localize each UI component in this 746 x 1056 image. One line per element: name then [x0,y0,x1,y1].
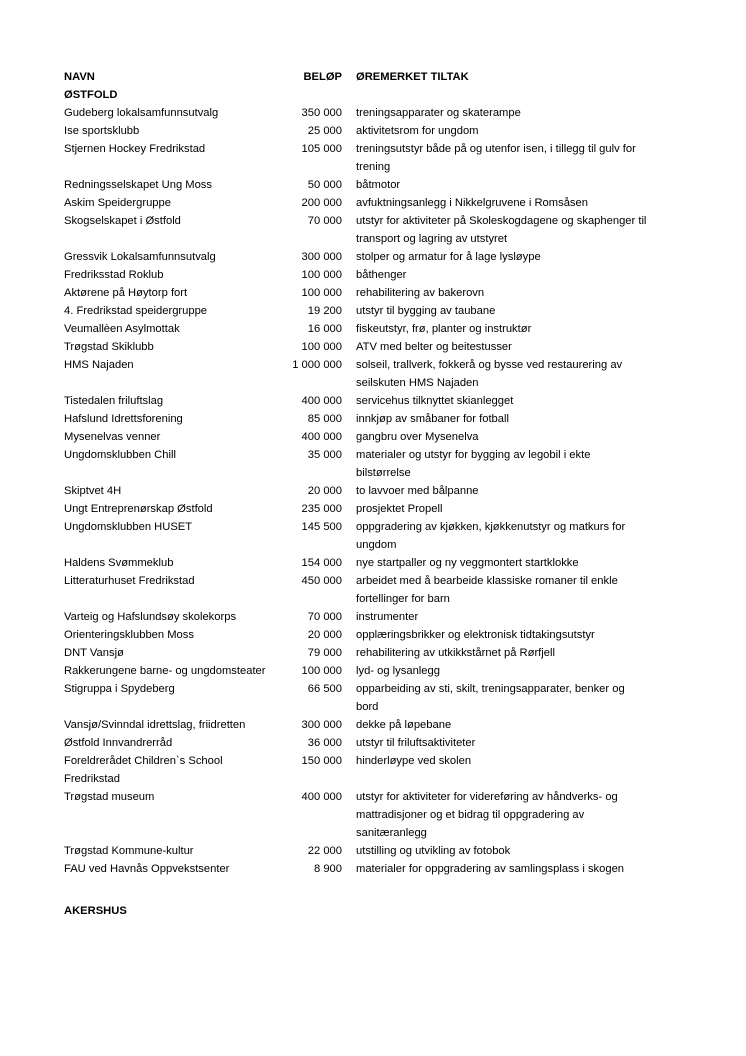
row-purpose: treningsapparater og skaterampe [356,107,521,119]
row-purpose: materialer og utstyr for bygging av legobil i ekte bilstørrelse [356,449,591,479]
header-amount: BELØP [303,71,342,83]
header-row [64,68,648,86]
row-purpose: utstilling og utvikling av fotobok [356,845,511,857]
row-name: Hafslund Idrettsforening [64,413,183,425]
region-heading-ostfold [64,86,648,104]
row-purpose: rehabilitering av utkikkstårnet på Rørfjell [356,647,555,659]
row-name: Ise sportsklubb [64,125,140,137]
region-heading-akershus [64,902,648,920]
row-amount: 100 000 [301,287,342,299]
header-purpose: ØREMERKET TILTAK [356,71,469,83]
row-purpose: lyd- og lysanlegg [356,665,440,677]
row-name: Tistedalen friluftslag [64,395,164,407]
row-amount: 25 000 [307,125,342,137]
row-amount: 150 000 [301,755,342,767]
row-amount: 19 200 [307,305,342,317]
row-name: Varteig og Hafslundsøy skolekorps [64,611,237,623]
row-purpose: arbeidet med å bearbeide klassiske romaner til enkle fortellinger for barn [356,575,618,605]
row-purpose: fiskeutstyr, frø, planter og instruktør [356,323,532,335]
row-purpose: innkjøp av småbaner for fotball [356,413,509,425]
region-akershus-label: AKERSHUS [64,905,127,917]
table-row [64,410,648,428]
row-name: Østfold Innvandrerråd [64,737,173,749]
row-name: Ungdomsklubben Chill [64,449,176,461]
row-name: Skiptvet 4H [64,485,122,497]
table-row [64,446,648,482]
row-amount: 400 000 [301,791,342,803]
table-row [64,356,648,392]
row-purpose: utstyr for aktiviteter på Skoleskogdagene og skaphenger til transport og lagring av utstyret [356,215,647,245]
row-amount: 20 000 [307,629,342,641]
row-name: HMS Najaden [64,359,134,371]
row-amount: 8 900 [314,863,342,875]
row-purpose: to lavvoer med bålpanne [356,485,479,497]
row-name: Trøgstad museum [64,791,155,803]
row-amount: 70 000 [307,215,342,227]
table-row [64,626,648,644]
row-purpose: stolper og armatur for å lage lysløype [356,251,541,263]
row-name: Askim Speidergruppe [64,197,171,209]
table-row [64,212,648,248]
row-name: Foreldrerådet Children`s School Fredrikstad [64,755,223,785]
row-amount: 79 000 [307,647,342,659]
row-amount: 145 500 [301,521,342,533]
row-name: Orienteringsklubben Moss [64,629,194,641]
row-name: DNT Vansjø [64,647,124,659]
row-purpose: nye startpaller og ny veggmontert startklokke [356,557,579,569]
row-amount: 70 000 [307,611,342,623]
row-amount: 16 000 [307,323,342,335]
row-name: Rakkerungene barne- og ungdomsteater [64,665,266,677]
row-name: Ungt Entreprenørskap Østfold [64,503,213,515]
row-purpose: opparbeiding av sti, skilt, treningsapparater, benker og bord [356,683,625,713]
table-row [64,518,648,554]
table-row [64,428,648,446]
header-name: NAVN [64,71,95,83]
region-ostfold-label: ØSTFOLD [64,89,118,101]
row-purpose: gangbru over Mysenelva [356,431,479,443]
table-row [64,266,648,284]
spacer [64,878,648,902]
row-purpose: utstyr til bygging av taubane [356,305,496,317]
row-purpose: treningsutstyr både på og utenfor isen, i tillegg til gulv for trening [356,143,636,173]
table-row [64,140,648,176]
row-name: Haldens Svømmeklub [64,557,174,569]
row-amount: 154 000 [301,557,342,569]
row-amount: 66 500 [307,683,342,695]
row-amount: 22 000 [307,845,342,857]
row-purpose: prosjektet Propell [356,503,443,515]
row-amount: 105 000 [301,143,342,155]
table-row [64,572,648,608]
row-purpose: utstyr for aktiviteter for videreføring av håndverks- og mattradisjoner og et bidrag til oppgradering av sanitæranlegg [356,791,618,839]
table-row [64,680,648,716]
table-row [64,302,648,320]
row-name: Skogselskapet i Østfold [64,215,181,227]
row-name: Mysenelvas venner [64,431,161,443]
row-amount: 300 000 [301,251,342,263]
row-amount: 300 000 [301,719,342,731]
table-row [64,338,648,356]
row-purpose: ATV med belter og beitestusser [356,341,512,353]
table-row [64,248,648,266]
row-name: Litteraturhuset Fredrikstad [64,575,195,587]
row-purpose: materialer for oppgradering av samlingsplass i skogen [356,863,625,875]
row-name: Veumallèen Asylmottak [64,323,180,335]
row-name: Stigruppa i Spydeberg [64,683,175,695]
row-name: Gudeberg lokalsamfunnsutvalg [64,107,219,119]
row-name: Stjernen Hockey Fredrikstad [64,143,206,155]
row-amount: 35 000 [307,449,342,461]
table-row [64,104,648,122]
row-name: Trøgstad Kommune-kultur [64,845,194,857]
table-row [64,608,648,626]
row-purpose: hinderløype ved skolen [356,755,472,767]
row-name: Trøgstad Skiklubb [64,341,154,353]
table-row [64,734,648,752]
table-row [64,122,648,140]
table-row [64,284,648,302]
table-row [64,194,648,212]
row-amount: 200 000 [301,197,342,209]
table-row [64,752,648,788]
table-row [64,482,648,500]
table-row [64,176,648,194]
row-purpose: solseil, trallverk, fokkerå og bysse ved restaurering av seilskuten HMS Najaden [356,359,623,389]
row-amount: 400 000 [301,395,342,407]
section-gap [64,878,648,902]
row-purpose: aktivitetsrom for ungdom [356,125,479,137]
table-row [64,842,648,860]
row-name: Aktørene på Høytorp fort [64,287,188,299]
row-name: Ungdomsklubben HUSET [64,521,193,533]
row-purpose: oppgradering av kjøkken, kjøkkenutstyr og matkurs for ungdom [356,521,626,551]
row-amount: 100 000 [301,269,342,281]
table-row [64,500,648,518]
row-name: FAU ved Havnås Oppvekstsenter [64,863,230,875]
table-row [64,860,648,878]
row-amount: 100 000 [301,341,342,353]
table-row [64,644,648,662]
row-purpose: opplæringsbrikker og elektronisk tidtakingsutstyr [356,629,595,641]
table-row [64,716,648,734]
row-amount: 20 000 [307,485,342,497]
row-purpose: dekke på løpebane [356,719,452,731]
row-amount: 1 000 000 [292,359,342,371]
row-purpose: utstyr til friluftsaktiviteter [356,737,476,749]
table-row [64,788,648,842]
table-row [64,554,648,572]
row-amount: 50 000 [307,179,342,191]
table-row [64,662,648,680]
row-name: Gressvik Lokalsamfunnsutvalg [64,251,216,263]
row-name: Redningsselskapet Ung Moss [64,179,212,191]
row-name: 4. Fredrikstad speidergruppe [64,305,208,317]
table-row [64,320,648,338]
row-amount: 400 000 [301,431,342,443]
row-amount: 450 000 [301,575,342,587]
row-purpose: båthenger [356,269,407,281]
row-purpose: servicehus tilknyttet skianlegget [356,395,514,407]
row-amount: 350 000 [301,107,342,119]
row-name: Fredriksstad Roklub [64,269,164,281]
row-purpose: instrumenter [356,611,419,623]
row-name: Vansjø/Svinndal idrettslag, friidretten [64,719,246,731]
row-amount: 85 000 [307,413,342,425]
row-amount: 36 000 [307,737,342,749]
grants-table [64,68,648,920]
table-row [64,392,648,410]
row-amount: 235 000 [301,503,342,515]
row-purpose: rehabilitering av bakerovn [356,287,485,299]
row-purpose: avfuktningsanlegg i Nikkelgruvene i Romsåsen [356,197,588,209]
row-amount: 100 000 [301,665,342,677]
row-purpose: båtmotor [356,179,401,191]
